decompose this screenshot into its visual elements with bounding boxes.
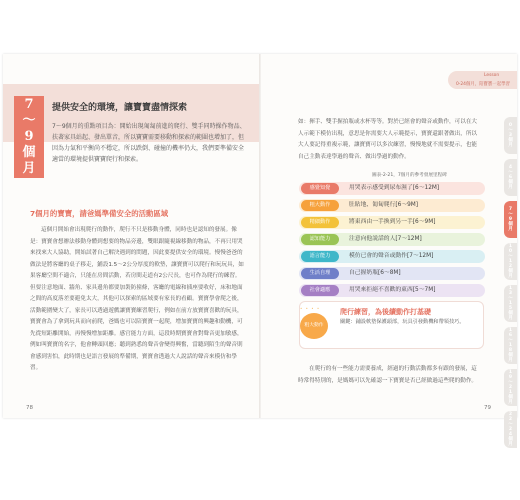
milestone-text: 用哭表示感受到尿布濕了[6～12M] [349, 185, 440, 191]
milestone-row [299, 216, 485, 229]
chapter-tab[interactable] [504, 369, 517, 406]
chapter-tab[interactable] [504, 285, 517, 322]
body-paragraph: 在爬行的有一些能力需要養成，經過的行動活動都多有跟的發展，這時常得特別的，是媽媽可以先確認一下寶寶是否已經做過這些爬的動作。 [298, 366, 478, 384]
chapter-label-char: 9 [24, 129, 34, 144]
chapter-label [14, 96, 44, 178]
header-tag-subtitle: 0-24個月，陪寶寶一起學習 [456, 82, 510, 87]
chapter-tab[interactable] [504, 201, 517, 238]
milestone-category: 精細動作 [301, 217, 339, 228]
milestone-row [299, 267, 485, 280]
chapter-label-char: 個 [22, 145, 36, 160]
milestone-category: 感覺知覺 [301, 183, 339, 194]
milestone-category: 社會適應 [301, 285, 339, 296]
milestone-row [299, 250, 485, 263]
subheading: 7個月的寶寶，請爸媽準備安全的活動區域 [30, 209, 169, 218]
header-tag-title: Lesson [484, 73, 500, 78]
milestone-text: 用哭來拒絕不喜歡的東西[5～7M] [349, 287, 436, 293]
milestone-category: 生活自理 [301, 268, 339, 279]
decorative-dots: • • • • [300, 306, 321, 311]
milestone-text: 自己握奶瓶[6～8M] [349, 270, 401, 276]
tip-title: 爬行練習，為後續動作打基礎 [340, 308, 431, 316]
chapter-tab-label: 13～15個月 [508, 286, 513, 321]
page-number-left: 78 [26, 405, 33, 411]
chapter-tab[interactable] [504, 117, 517, 154]
milestone-text: 模仿已會的聲音或動作[7～12M] [349, 253, 434, 259]
chapter-tab[interactable] [504, 243, 517, 280]
milestone-row [299, 199, 485, 212]
header-tag [448, 71, 517, 89]
chapter-tab-label: 0～3個月 [508, 123, 513, 148]
chapter-tabs [504, 117, 517, 453]
milestone-text: 將東西由一手換到另一手[6～9M] [349, 219, 436, 225]
chapter-tab[interactable] [504, 327, 517, 364]
milestone-category: 粗大動作 [301, 200, 339, 211]
intro-paragraph: 7～9個月的重點項目為：開始出現匍匐前進的爬行、雙手同時操作物品、扶著家具站起、發出單音，所以寶寶需要移動和探索的範圍也增加了，但因為力氣和平衡尚不穩定，所以跌倒、碰撞的機率仍大，我們要準備安全適當的環境提供寶寶爬行和探索。 [52, 123, 246, 163]
milestone-category: 語言能力 [301, 251, 339, 262]
chapter-label-char: 月 [22, 161, 36, 176]
milestone-text: 注意向他説話的人[7～12M] [349, 236, 422, 242]
chapter-tab-label: 16～18個月 [508, 328, 513, 363]
chapter-label-char: 7 [24, 97, 34, 112]
chapter-tab-label: 19～21個月 [508, 370, 513, 405]
section-title: 提供安全的環境，讓寶寶盡情探索 [52, 103, 188, 113]
body-paragraph: 這個月開始會出現爬行的動作，爬行不只是移動身體，同時也是認知的發展。像是：寶寶會想辦法移動身體到想要的物品旁邊，雙眼跟隨視線移動的物品，不再只用哭來找來大人協助，開始試著自己解決遇到的問題，因此要提供安全的環境。慢慢爸爸的做法是將客廳的桌子移走，鋪設1.5～2公分厚度的軟墊，讓寶寶可以爬行和玩玩具，如果客廳空間不適合，只能在房間活動，若房間走道有2公尺長，也可作為爬行的練習。但要注意地面、牆角、家具邊角都要加裝防撞條，客廳的電線和插座要收好，床和地面之間的高度落差要避免太大，其他可以探索的區域要有家長的看顧。寶寶學會爬之後，活動範圍變大了，家長可以透過遊戲讓寶寶練習爬行，例如在前方放寶寶喜歡的玩具，寶寶會為了拿到玩具而向前爬，爸媽也可以陪寶寶一起爬，增加寶寶的興趣和動機，可先從短距離開始，再慢慢增加距離。感官能力方面，這段時期寶寶會對聲音更加敏感，例如叫寶寶的名字，他會轉頭回應；聽到熟悉的聲音會變得興奮，當聽到陌生的聲音則會感到害怕，此時期也是語言發展的準備期，寶寶會透過大人說話的聲音來模仿和學習。 [30, 227, 244, 371]
milestone-category: 認知能力 [301, 234, 339, 245]
chapter-tab-label: 10～12個月 [508, 244, 513, 279]
milestone-row [299, 233, 485, 246]
chapter-label-char: ～ [22, 113, 36, 128]
milestone-row [299, 182, 485, 195]
milestone-row [299, 284, 485, 297]
milestone-text: 肚貼地、匍匐爬行[6～9M] [349, 202, 419, 208]
chapter-tab[interactable] [504, 159, 517, 196]
tip-text: 關鍵：鋪設軟墊保護頭部，玩具引發動機和帶領技巧。 [340, 319, 465, 325]
page-number-right: 79 [484, 405, 491, 411]
chapter-tab-label: 22～24個月 [508, 412, 513, 447]
body-paragraph: 如：揮手、雙手握拍瓶或水杯等等。對於已經會的聲音或動作，可以在大人示範下模仿出現，意思是你需要大人示範提示，寶寶還跟著做出，所以大人要記得重複示範，讓寶寶可以多次練習，慢慢地就不需要提示，也能自己主動表達學過的聲音、做出學過的動作。 [298, 119, 478, 160]
milestone-list [299, 182, 485, 301]
chapter-tab[interactable] [504, 411, 517, 448]
tip-category-icon: 粗大動作 [300, 313, 328, 339]
table-caption: 圖表-2-21，7個月的參考發展里程碑 [372, 173, 447, 178]
chapter-tab-label: 7～9個月 [508, 207, 513, 232]
chapter-tab-label: 4～6個月 [508, 165, 513, 190]
page-gutter [259, 54, 261, 418]
